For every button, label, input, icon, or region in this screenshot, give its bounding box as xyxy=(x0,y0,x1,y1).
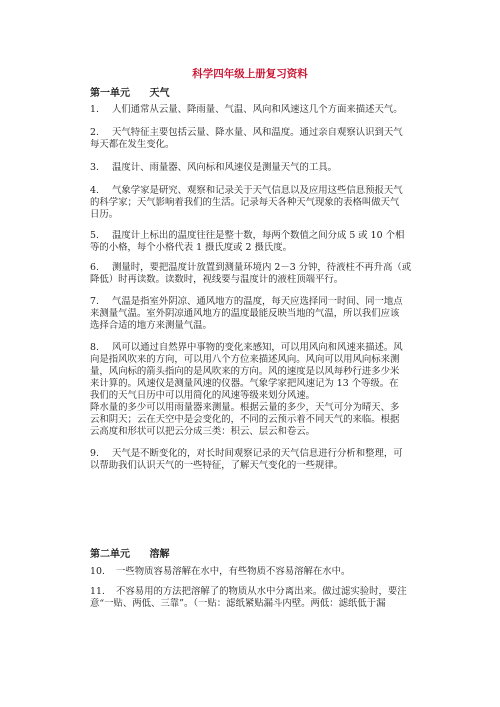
text-line xyxy=(90,390,430,402)
text-line xyxy=(90,354,430,366)
text-line xyxy=(90,274,430,286)
item-number: 3. xyxy=(90,162,99,173)
item-number: 2. xyxy=(90,127,99,138)
text-line xyxy=(90,139,430,151)
text-line xyxy=(90,185,430,197)
text-line xyxy=(90,230,430,242)
line-text: 我们的天气日历中可以用简化的风速等级来划分风速。 xyxy=(90,390,316,401)
text-line xyxy=(90,308,430,320)
line-text: 选择合适的地方来测量气温。 xyxy=(90,320,212,331)
line-text: 温度计上标出的温度往往是整十数，每两个数值之间分成 5 或 10 个相 xyxy=(112,230,405,241)
text-line xyxy=(90,402,430,414)
line-text: 来计算的。风速仪是测量风速的仪器。气象学家把风速记为 13 个等级。在 xyxy=(90,378,399,389)
text-line xyxy=(90,448,430,460)
text-line xyxy=(90,366,430,378)
text-line xyxy=(90,104,430,116)
line-text: 天气是不断变化的，对长时间观察记录的天气信息进行分析和整理，可 xyxy=(112,448,403,459)
text-line xyxy=(90,342,430,354)
item-number: 10. xyxy=(90,566,105,577)
text-line xyxy=(90,566,430,578)
text-line xyxy=(90,162,430,174)
unit-1-name: 天气 xyxy=(149,88,170,99)
line-text: 天气特征主要包括云量、降水量、风和温度。通过亲自观察认识到天气 xyxy=(112,127,403,138)
line-text: 日历。 xyxy=(90,209,119,220)
text-line xyxy=(90,127,430,139)
line-text: 测量时，要把温度计放置到测量环境内 2－3 分钟，待液柱不再升高（或 xyxy=(112,262,412,273)
text-line xyxy=(90,414,430,426)
line-text: 温度计、雨量器、风向标和风速仪是测量天气的工具。 xyxy=(112,162,338,173)
line-text: 一些物质容易溶解在水中，有些物质不容易溶解在水中。 xyxy=(116,566,351,577)
text-line xyxy=(90,320,430,332)
text-line xyxy=(90,378,430,390)
line-text: 每天都在发生变化。 xyxy=(90,139,175,150)
text-line xyxy=(90,197,430,209)
text-line xyxy=(90,262,430,274)
line-text: 以帮助我们认识天气的一些特征，了解天气变化的一些规律。 xyxy=(90,460,344,471)
item-number: 4. xyxy=(90,185,99,196)
item-number: 9. xyxy=(90,448,99,459)
text-line xyxy=(90,296,430,308)
unit-2-label: 第二单元 xyxy=(90,549,130,560)
line-text: 气象学家是研究、观察和记录关于天气信息以及应用这些信息预报天气 xyxy=(112,185,403,196)
line-text: 云高度和形状可以把云分成三类：积云、层云和卷云。 xyxy=(90,426,316,437)
text-line xyxy=(90,209,430,221)
item-number: 11. xyxy=(90,586,105,597)
unit-1-heading xyxy=(90,84,169,99)
line-text: 向是指风吹来的方向，可以用八个方位来描述风向。风向可以用风向标来测 xyxy=(90,354,400,365)
text-line xyxy=(90,586,430,598)
item-number: 6. xyxy=(90,262,99,273)
line-text: 风可以通过自然界中事物的变化来感知，可以用风向和风速来描述。风 xyxy=(112,342,403,353)
text-line xyxy=(90,426,430,438)
line-text: 不容易用的方法把溶解了的物质从水中分离出来。做过滤实验时，要注 xyxy=(116,586,407,597)
line-text: 等的小格，每个小格代表 1 摄氏度或 2 摄氏度。 xyxy=(90,242,292,253)
line-text: 来测量气温。室外阴凉通风地方的温度最能反映当地的气温，所以我们应该 xyxy=(90,308,400,319)
line-text: 意“一贴、两低、三靠”。（一贴：滤纸紧贴漏斗内壁。两低：滤纸低于漏 xyxy=(90,598,386,609)
item-number: 7. xyxy=(90,296,99,307)
unit-2-heading xyxy=(90,545,169,560)
line-text: 气温是指室外阴凉、通风地方的温度，每天应选择同一时间、同一地点 xyxy=(112,296,403,307)
line-text: 云和阴天；云在天空中是会变化的，不同的云预示着不同天气的来临。根据 xyxy=(90,414,400,425)
line-text: 降水量的多少可以用雨量器来测量。根据云量的多少，天气可分为晴天、多 xyxy=(90,402,400,413)
line-text: 人们通常从云量、降雨量、气温、风向和风速这几个方面来描述天气。 xyxy=(112,104,403,115)
line-text: 量，风向标的箭头指向的是风吹来的方向。风的速度是以风每秒行进多少米 xyxy=(90,366,400,377)
page-title: 科学四年级上册复习资料 xyxy=(192,68,308,80)
text-line xyxy=(90,598,430,610)
unit-1-label: 第一单元 xyxy=(90,88,130,99)
line-text: 的科学家；天气影响着我们的生活。记录每天各种天气现象的表格叫做天气 xyxy=(90,197,400,208)
item-number: 8. xyxy=(90,342,99,353)
line-text: 降低）时再读数。读数时，视线要与温度计的液柱顶端平行。 xyxy=(90,274,344,285)
item-number: 5. xyxy=(90,230,99,241)
text-line xyxy=(90,242,430,254)
item-number: 1. xyxy=(90,104,99,115)
unit-2-name: 溶解 xyxy=(149,549,170,560)
text-line xyxy=(90,460,430,472)
